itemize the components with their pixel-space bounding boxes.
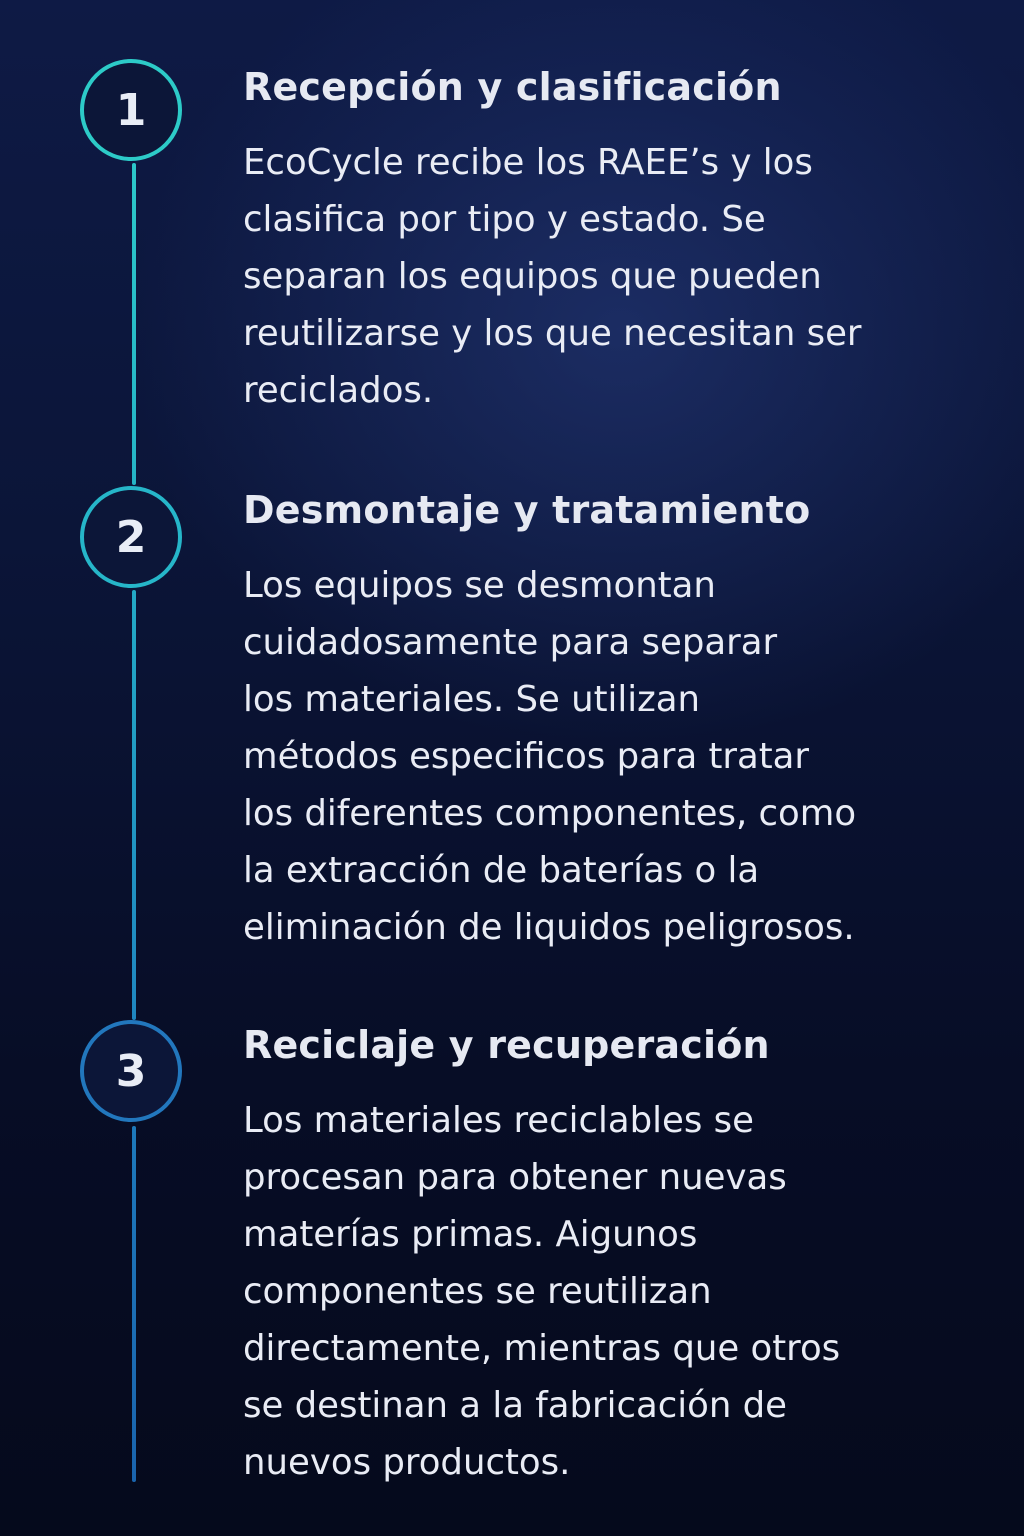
step-number-badge-3: 3 bbox=[80, 1020, 182, 1122]
step-1 bbox=[243, 64, 943, 419]
step-title: Recepción y clasificación bbox=[243, 65, 782, 109]
step-description: Los materiales reciclables se procesan para obtener nuevas materías primas. Aigunos componentes se reutilizan directamente, mientras que otros se destinan a la fabricación de nuevos productos. bbox=[243, 1100, 841, 1483]
step-title: Desmontaje y tratamiento bbox=[243, 488, 811, 532]
step-number-badge-1: 1 bbox=[80, 59, 182, 161]
timeline-connector-3 bbox=[132, 1126, 136, 1482]
step-title: Reciclaje y recuperación bbox=[243, 1023, 770, 1067]
step-3 bbox=[243, 1022, 943, 1491]
step-description: Los equipos se desmontan cuidadosamente para separar los materiales. Se utilizan métodos especificos para tratar los diferentes componentes, como la extracción de baterías o la eliminación de liquidos peligrosos. bbox=[243, 565, 857, 948]
step-description: EcoCycle recibe los RAEE’s y los clasifica por tipo y estado. Se separan los equipos que pueden reutilizarse y los que necesitan ser reciclados. bbox=[243, 142, 862, 411]
timeline-connector-1 bbox=[132, 163, 136, 485]
step-2 bbox=[243, 487, 943, 956]
timeline-connector-2 bbox=[132, 590, 136, 1020]
step-number-badge-2: 2 bbox=[80, 486, 182, 588]
